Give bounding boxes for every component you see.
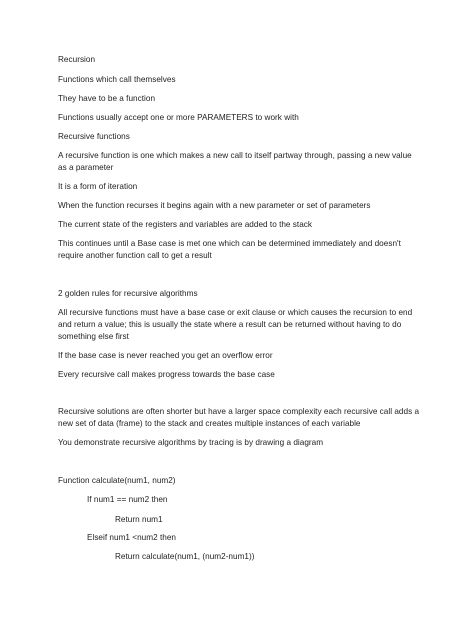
paragraph: Functions usually accept one or more PARAMETERS to work with (58, 113, 299, 122)
paragraph: They have to be a function (58, 94, 156, 103)
code-line: Return calculate(num1, (num2-num1)) (115, 552, 255, 561)
code-line: Elseif num1 <num2 then (87, 533, 176, 542)
heading-recursion: Recursion (58, 55, 96, 64)
code-line: If num1 == num2 then (87, 495, 168, 504)
paragraph: Functions which call themselves (58, 75, 176, 84)
paragraph: The current state of the registers and variables are added to the stack (58, 220, 313, 229)
code-line: Function calculate(num1, num2) (58, 476, 176, 485)
paragraph: Recursive solutions are often shorter but have a larger space complexity each recursive call adds a new set of data (frame) to the stack and creates multiple instances of each variable (58, 407, 420, 429)
paragraph: This continues until a Base case is met one which can be determined immediately and doesn't require another function call to get a result (58, 239, 401, 261)
paragraph: A recursive function is one which makes a new call to itself partway through, passing a new value as a parameter (58, 151, 412, 173)
code-line: Return num1 (115, 515, 163, 524)
paragraph: 2 golden rules for recursive algorithms (58, 289, 198, 298)
paragraph: You demonstrate recursive algorithms by tracing is by drawing a diagram (58, 438, 324, 447)
paragraph: It is a form of iteration (58, 182, 138, 191)
paragraph: When the function recurses it begins again with a new parameter or set of parameters (58, 201, 371, 210)
paragraph: Every recursive call makes progress towards the base case (58, 370, 275, 379)
paragraph: All recursive functions must have a base case or exit clause or which causes the recursion to end and return a value; this is usually the state where a result can be returned without having to do something else first (58, 308, 413, 342)
paragraph: Recursive functions (58, 132, 130, 141)
paragraph: If the base case is never reached you get an overflow error (58, 351, 273, 360)
